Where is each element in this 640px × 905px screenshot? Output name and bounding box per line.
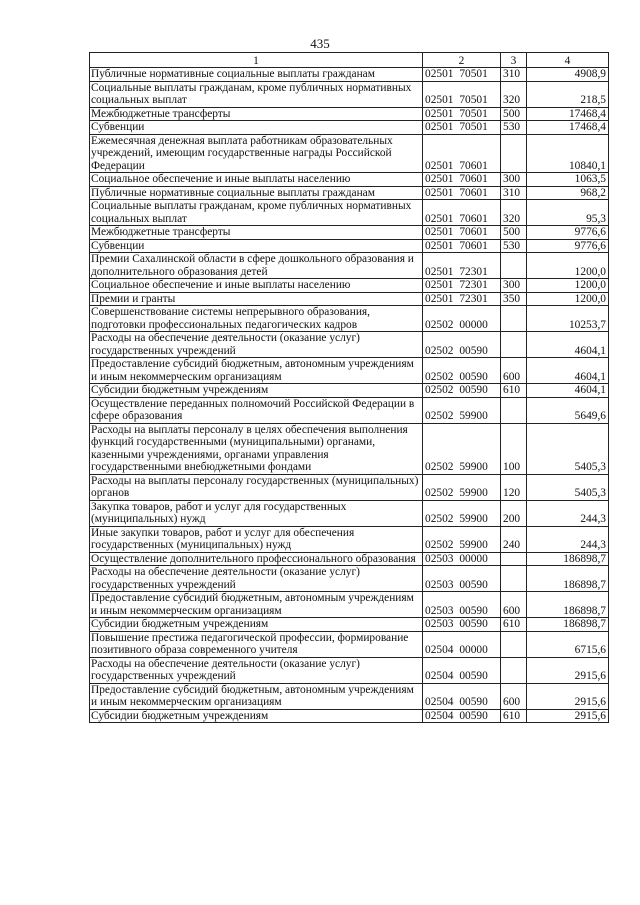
row-expense-type-cell: 600 bbox=[501, 683, 527, 709]
table-row bbox=[90, 279, 609, 293]
row-code-cell: 02503 00590 bbox=[423, 592, 501, 618]
row-expense-type-cell: 240 bbox=[501, 526, 527, 552]
table-row bbox=[90, 358, 609, 384]
row-expense-type-cell: 320 bbox=[501, 81, 527, 107]
row-code-cell: 02501 70601 bbox=[423, 134, 501, 173]
row-code-cell: 02501 70501 bbox=[423, 121, 501, 135]
row-name-cell: Расходы на выплаты персоналу государственных (муниципальных) органов bbox=[90, 474, 423, 500]
row-amount-cell: 9776,6 bbox=[527, 226, 609, 240]
table-row bbox=[90, 397, 609, 423]
row-code-cell: 02502 00000 bbox=[423, 306, 501, 332]
row-expense-type-cell bbox=[501, 631, 527, 657]
row-code-cell: 02502 59900 bbox=[423, 526, 501, 552]
row-expense-type-cell bbox=[501, 134, 527, 173]
table-body bbox=[90, 68, 609, 723]
table-row bbox=[90, 592, 609, 618]
table-row bbox=[90, 200, 609, 226]
row-code-cell: 02501 70601 bbox=[423, 186, 501, 200]
header-col-2: 2 bbox=[423, 53, 501, 68]
row-expense-type-cell: 100 bbox=[501, 423, 527, 474]
row-name-cell: Осуществление дополнительного профессионального образования bbox=[90, 552, 423, 566]
row-name-cell: Расходы на обеспечение деятельности (оказание услуг) государственных учреждений bbox=[90, 657, 423, 683]
row-expense-type-cell: 530 bbox=[501, 239, 527, 253]
row-name-cell: Субсидии бюджетным учреждениям bbox=[90, 618, 423, 632]
row-expense-type-cell: 500 bbox=[501, 226, 527, 240]
row-expense-type-cell: 350 bbox=[501, 292, 527, 306]
row-name-cell: Осуществление переданных полномочий Российской Федерации в сфере образования bbox=[90, 397, 423, 423]
table-row bbox=[90, 631, 609, 657]
row-expense-type-cell: 600 bbox=[501, 358, 527, 384]
row-code-cell: 02504 00590 bbox=[423, 683, 501, 709]
row-name-cell: Социальные выплаты гражданам, кроме публичных нормативных социальных выплат bbox=[90, 200, 423, 226]
row-name-cell: Премии Сахалинской области в сфере дошкольного образования и дополнительного образования детей bbox=[90, 253, 423, 279]
row-code-cell: 02501 70601 bbox=[423, 239, 501, 253]
row-expense-type-cell bbox=[501, 306, 527, 332]
row-expense-type-cell bbox=[501, 397, 527, 423]
row-expense-type-cell: 610 bbox=[501, 709, 527, 723]
row-name-cell: Социальные выплаты гражданам, кроме публичных нормативных социальных выплат bbox=[90, 81, 423, 107]
row-amount-cell: 5405,3 bbox=[527, 423, 609, 474]
table-row bbox=[90, 306, 609, 332]
table-row bbox=[90, 552, 609, 566]
row-expense-type-cell: 610 bbox=[501, 384, 527, 398]
row-expense-type-cell: 600 bbox=[501, 592, 527, 618]
row-amount-cell: 10253,7 bbox=[527, 306, 609, 332]
table-row bbox=[90, 107, 609, 121]
row-name-cell: Премии и гранты bbox=[90, 292, 423, 306]
row-code-cell: 02504 00590 bbox=[423, 657, 501, 683]
row-code-cell: 02501 70601 bbox=[423, 173, 501, 187]
table-row bbox=[90, 709, 609, 723]
row-amount-cell: 186898,7 bbox=[527, 566, 609, 592]
row-amount-cell: 1063,5 bbox=[527, 173, 609, 187]
row-expense-type-cell bbox=[501, 253, 527, 279]
row-name-cell: Межбюджетные трансферты bbox=[90, 107, 423, 121]
row-amount-cell: 4604,1 bbox=[527, 332, 609, 358]
row-expense-type-cell: 310 bbox=[501, 186, 527, 200]
table-row bbox=[90, 618, 609, 632]
table-row bbox=[90, 81, 609, 107]
row-name-cell: Субсидии бюджетным учреждениям bbox=[90, 709, 423, 723]
table-row bbox=[90, 121, 609, 135]
row-code-cell: 02501 70501 bbox=[423, 107, 501, 121]
row-name-cell: Социальное обеспечение и иные выплаты населению bbox=[90, 279, 423, 293]
table-row bbox=[90, 566, 609, 592]
row-name-cell: Субсидии бюджетным учреждениям bbox=[90, 384, 423, 398]
row-expense-type-cell: 300 bbox=[501, 173, 527, 187]
row-expense-type-cell bbox=[501, 332, 527, 358]
row-amount-cell: 4908,9 bbox=[527, 68, 609, 82]
table-header bbox=[90, 53, 609, 68]
header-col-4: 4 bbox=[527, 53, 609, 68]
row-name-cell: Предоставление субсидий бюджетным, автономным учреждениям и иным некоммерческим организациям bbox=[90, 683, 423, 709]
budget-table-container bbox=[89, 52, 608, 723]
row-expense-type-cell: 320 bbox=[501, 200, 527, 226]
row-amount-cell: 17468,4 bbox=[527, 121, 609, 135]
row-expense-type-cell bbox=[501, 566, 527, 592]
table-row bbox=[90, 384, 609, 398]
page-number: 435 bbox=[310, 36, 330, 51]
table-row bbox=[90, 68, 609, 82]
row-amount-cell: 5649,6 bbox=[527, 397, 609, 423]
row-name-cell: Субвенции bbox=[90, 121, 423, 135]
row-amount-cell: 186898,7 bbox=[527, 592, 609, 618]
row-amount-cell: 968,2 bbox=[527, 186, 609, 200]
table-row bbox=[90, 186, 609, 200]
row-name-cell: Расходы на обеспечение деятельности (оказание услуг) государственных учреждений bbox=[90, 566, 423, 592]
row-expense-type-cell: 500 bbox=[501, 107, 527, 121]
row-amount-cell: 244,3 bbox=[527, 500, 609, 526]
row-expense-type-cell: 200 bbox=[501, 500, 527, 526]
table-row bbox=[90, 526, 609, 552]
table-row bbox=[90, 253, 609, 279]
row-amount-cell: 2915,6 bbox=[527, 657, 609, 683]
row-amount-cell: 95,3 bbox=[527, 200, 609, 226]
table-row bbox=[90, 474, 609, 500]
row-code-cell: 02502 00590 bbox=[423, 332, 501, 358]
row-name-cell: Публичные нормативные социальные выплаты гражданам bbox=[90, 186, 423, 200]
row-name-cell: Ежемесячная денежная выплата работникам образовательных учреждений, имеющим государственные награды Российской Федерации bbox=[90, 134, 423, 173]
row-code-cell: 02502 59900 bbox=[423, 423, 501, 474]
row-amount-cell: 9776,6 bbox=[527, 239, 609, 253]
row-name-cell: Межбюджетные трансферты bbox=[90, 226, 423, 240]
row-amount-cell: 6715,6 bbox=[527, 631, 609, 657]
row-amount-cell: 1200,0 bbox=[527, 279, 609, 293]
row-name-cell: Повышение престижа педагогической профессии, формирование позитивного образа современного учителя bbox=[90, 631, 423, 657]
row-amount-cell: 218,5 bbox=[527, 81, 609, 107]
row-amount-cell: 4604,1 bbox=[527, 384, 609, 398]
row-code-cell: 02501 72301 bbox=[423, 279, 501, 293]
table-row bbox=[90, 657, 609, 683]
row-name-cell: Субвенции bbox=[90, 239, 423, 253]
header-col-3: 3 bbox=[501, 53, 527, 68]
row-code-cell: 02502 00590 bbox=[423, 358, 501, 384]
row-expense-type-cell: 310 bbox=[501, 68, 527, 82]
row-code-cell: 02501 72301 bbox=[423, 253, 501, 279]
table-row bbox=[90, 173, 609, 187]
row-amount-cell: 1200,0 bbox=[527, 292, 609, 306]
row-code-cell: 02501 70601 bbox=[423, 200, 501, 226]
row-code-cell: 02502 59900 bbox=[423, 474, 501, 500]
row-amount-cell: 186898,7 bbox=[527, 618, 609, 632]
row-amount-cell: 4604,1 bbox=[527, 358, 609, 384]
row-amount-cell: 10840,1 bbox=[527, 134, 609, 173]
table-row bbox=[90, 332, 609, 358]
row-expense-type-cell: 120 bbox=[501, 474, 527, 500]
row-code-cell: 02504 00000 bbox=[423, 631, 501, 657]
row-expense-type-cell: 300 bbox=[501, 279, 527, 293]
row-name-cell: Совершенствование системы непрерывного образования, подготовки профессиональных педагогических кадров bbox=[90, 306, 423, 332]
table-row bbox=[90, 500, 609, 526]
row-name-cell: Закупка товаров, работ и услуг для государственных (муниципальных) нужд bbox=[90, 500, 423, 526]
table-row bbox=[90, 239, 609, 253]
table-row bbox=[90, 292, 609, 306]
row-code-cell: 02501 70501 bbox=[423, 68, 501, 82]
row-name-cell: Расходы на выплаты персоналу в целях обеспечения выполнения функций государственными (муниципальными) органами, казенными учреждениями, органами управления государственными внебюджетными фондами bbox=[90, 423, 423, 474]
row-name-cell: Расходы на обеспечение деятельности (оказание услуг) государственных учреждений bbox=[90, 332, 423, 358]
row-amount-cell: 2915,6 bbox=[527, 709, 609, 723]
row-name-cell: Предоставление субсидий бюджетным, автономным учреждениям и иным некоммерческим организациям bbox=[90, 358, 423, 384]
row-code-cell: 02501 72301 bbox=[423, 292, 501, 306]
header-col-1: 1 bbox=[90, 53, 423, 68]
row-expense-type-cell: 610 bbox=[501, 618, 527, 632]
row-expense-type-cell: 530 bbox=[501, 121, 527, 135]
budget-table bbox=[89, 52, 609, 723]
header-row bbox=[90, 53, 609, 68]
row-amount-cell: 186898,7 bbox=[527, 552, 609, 566]
table-row bbox=[90, 683, 609, 709]
row-code-cell: 02501 70601 bbox=[423, 226, 501, 240]
table-row bbox=[90, 226, 609, 240]
table-row bbox=[90, 134, 609, 173]
row-name-cell: Социальное обеспечение и иные выплаты населению bbox=[90, 173, 423, 187]
row-code-cell: 02502 00590 bbox=[423, 384, 501, 398]
row-expense-type-cell bbox=[501, 657, 527, 683]
row-amount-cell: 17468,4 bbox=[527, 107, 609, 121]
row-amount-cell: 2915,6 bbox=[527, 683, 609, 709]
row-code-cell: 02503 00590 bbox=[423, 566, 501, 592]
row-amount-cell: 5405,3 bbox=[527, 474, 609, 500]
row-code-cell: 02503 00000 bbox=[423, 552, 501, 566]
row-code-cell: 02501 70501 bbox=[423, 81, 501, 107]
row-code-cell: 02502 59900 bbox=[423, 397, 501, 423]
row-amount-cell: 1200,0 bbox=[527, 253, 609, 279]
row-code-cell: 02504 00590 bbox=[423, 709, 501, 723]
row-amount-cell: 244,3 bbox=[527, 526, 609, 552]
row-code-cell: 02503 00590 bbox=[423, 618, 501, 632]
row-name-cell: Предоставление субсидий бюджетным, автономным учреждениям и иным некоммерческим организациям bbox=[90, 592, 423, 618]
row-expense-type-cell bbox=[501, 552, 527, 566]
row-code-cell: 02502 59900 bbox=[423, 500, 501, 526]
row-name-cell: Иные закупки товаров, работ и услуг для обеспечения государственных (муниципальных) нужд bbox=[90, 526, 423, 552]
table-row bbox=[90, 423, 609, 474]
row-name-cell: Публичные нормативные социальные выплаты гражданам bbox=[90, 68, 423, 82]
